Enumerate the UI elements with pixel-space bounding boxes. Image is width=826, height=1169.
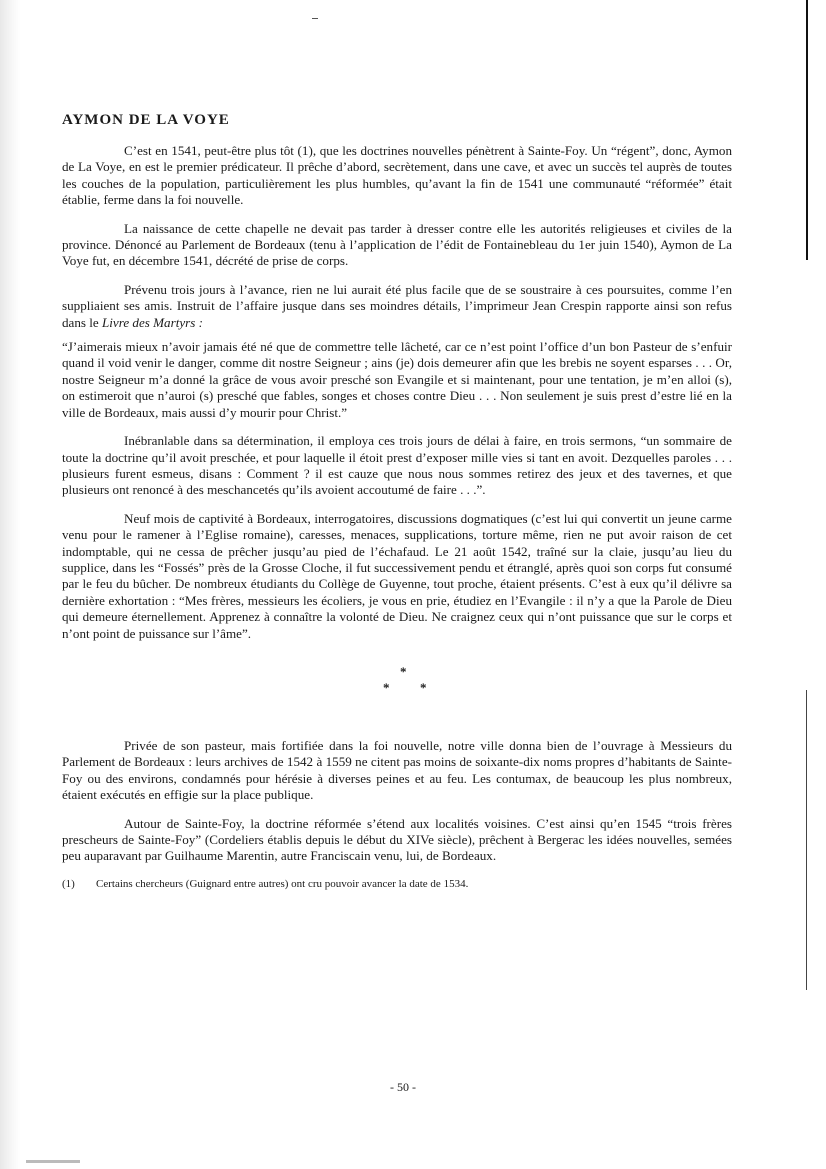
scan-speck-bottom bbox=[26, 1160, 80, 1163]
section-ornament bbox=[62, 664, 732, 720]
paragraph-1: C’est en 1541, peut-être plus tôt (1), que les doctrines nouvelles pénètrent à Sainte-Foy. Un “régent”, donc, Aymon de La Voye, en est le premier prédicateur. Il prêche d’abord, secrètement, dans une cave, et avec un succès tel auprès de toutes les couches de la population, particulièrement les plus humbles, qu’avant la fin de 1541 une communauté “réformée” était établie, ferme dans la foi nouvelle. bbox=[62, 143, 732, 208]
scan-shadow-left bbox=[0, 0, 20, 1169]
paragraph-3 bbox=[62, 282, 732, 331]
footnote-number: (1) bbox=[62, 877, 75, 890]
ornament-star: * bbox=[383, 679, 390, 695]
martyr-quote: “J’aimerais mieux n’avoir jamais été né que de commettre telle lâcheté, car ce n’est point l’office d’un bon Pasteur de s’enfuir quand il void venir le danger, comme dit nostre Seigneur ; ains (je) dois demeurer afin que les brebis ne soyent esparses . . . Or, nostre Seigneur m’a donné la grâce de vous avoir presché son Evangile et si maintenant, pour une tentation, je m’en alloi (s), on estimeroit que n’auroi (s) presché que fables, songes et choses contre Dieu . . . Non seulement je suis prest d’estre lié en la ville de Bordeaux, mais aussi d’y mourir pour Christ.” bbox=[62, 339, 732, 420]
paragraph-5: Neuf mois de captivité à Bordeaux, interrogatoires, discussions dogmatiques (c’est lui qui convertit un jeune carme venu pour le ramener à l’Eglise romaine), caresses, menaces, supplications, torture même, rien ne put avoir raison de cet indomptable, qui ne cessa de prêcher jusqu’au pied de l’échafaud. Le 21 août 1542, traîné sur la claie, jusqu’au lieu du supplice, dans les “Fossés” près de la Grosse Cloche, il fut successivement pendu et étranglé, après quoi son corps fut consumé par le feu du bûcher. De nombreux étudiants du Collège de Guyenne, tout proche, étaient présents. C’est à eux qu’il délivre sa dernière exhortation : “Mes frères, messieurs les écoliers, je vous en prie, étudiez en l’Evangile : il n’y a que la Parole de Dieu qui demeure éternellement. Apprenez à connaître la volonté de Dieu. Ne craignez ceux qui n’ont puissance que sur le corps et n’ont point de puissance sur l’âme”. bbox=[62, 510, 732, 641]
section-heading: AYMON DE LA VOYE bbox=[62, 112, 230, 128]
book-title: Livre des Martyrs : bbox=[102, 314, 203, 330]
scan-speck bbox=[312, 18, 318, 19]
paragraph-3-text: Prévenu trois jours à l’avance, rien ne lui aurait été plus facile que de se soustraire à ces poursuites, comme l’en suppliaient ses amis. Instruit de l’affaire jusque dans ses moindres détails, l’imprimeur Jean Crespin rapporte ainsi son refus dans le bbox=[62, 281, 732, 330]
ornament-star: * bbox=[400, 663, 407, 679]
paragraph-4: Inébranlable dans sa détermination, il employa ces trois jours de délai à faire, en trois sermons, “un sommaire de toute la doctrine qu’il avoit preschée, et pour laquelle il étoit prest d’exposer mille vies si tant en avoit. Dezquelles paroles . . . plusieurs furent esmeus, disans : Comment ? il est cauze que nous nous sommes retirez des jeux et des tavernes, et que plusieurs ont renoncé à des meschancetés qu’ils avoient accoutumé de faire . . .”. bbox=[62, 433, 732, 498]
footnote-text: Certains chercheurs (Guignard entre autres) ont cru pouvoir avancer la date de 1534. bbox=[96, 877, 469, 890]
page-number: - 50 - bbox=[390, 1080, 416, 1094]
footnote bbox=[62, 877, 732, 891]
scan-edge-line-lower bbox=[806, 690, 807, 990]
page-body bbox=[62, 112, 732, 891]
ornament-star: * bbox=[420, 679, 427, 695]
scan-edge-line bbox=[806, 0, 808, 260]
paragraph-2: La naissance de cette chapelle ne devait pas tarder à dresser contre elle les autorités religieuses et civiles de la province. Dénoncé au Parlement de Bordeaux (tenu à l’application de l’édit de Fontainebleau du 1er juin 1540), Aymon de La Voye fut, en décembre 1541, décrété de prise de corps. bbox=[62, 220, 732, 269]
paragraph-6: Privée de son pasteur, mais fortifiée dans la foi nouvelle, notre ville donna bien de l’ouvrage à Messieurs du Parlement de Bordeaux : leurs archives de 1542 à 1559 ne citent pas moins de soixante-dix noms propres d’habitants de Sainte-Foy ou des environs, condamnés pour hérésie à diverses peines et au feu. Les contumax, de beaucoup les plus nombreux, étaient exécutés en effigie sur la place publique. bbox=[62, 737, 732, 803]
paragraph-7: Autour de Sainte-Foy, la doctrine réformée s’étend aux localités voisines. C’est ainsi qu’en 1545 “trois frères prescheurs de Sainte-Foy” (Cordeliers établis depuis le début du XIVe siècle), prêchent à Bergerac les idées nouvelles, semées peu auparavant par Guilhaume Marentin, autre Franciscain venu, lui, de Bordeaux. bbox=[62, 815, 732, 864]
